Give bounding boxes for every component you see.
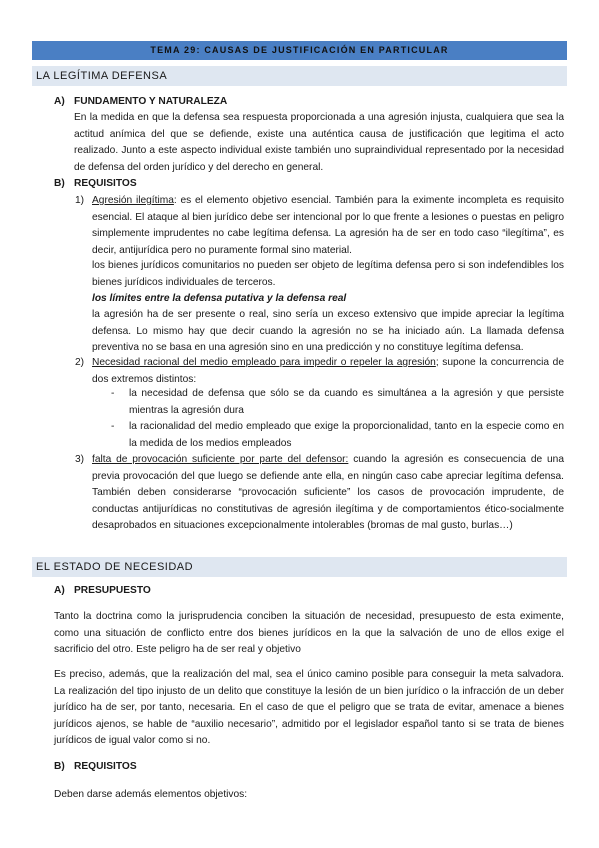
subheading-limites: los límites entre la defensa putativa y la defensa real xyxy=(92,293,347,304)
list-marker: B) xyxy=(54,761,65,772)
term-necesidad-racional: Necesidad racional del medio empleado para impedir o repeler la agresión xyxy=(92,357,436,368)
term-agresion-ilegitima: Agresión ilegítima xyxy=(92,195,174,206)
list-marker: 1) xyxy=(75,195,85,206)
subheading-requisitos-necesidad: REQUISITOS xyxy=(74,761,137,772)
paragraph-agresion xyxy=(92,193,564,259)
section-heading-estado-necesidad: EL ESTADO DE NECESIDAD xyxy=(32,557,567,577)
paragraph-bienes-comunitarios: los bienes jurídicos comunitarios no pueden ser objeto de legítima defensa pero si son indefendibles los bienes jurídicos individuales de terceros. xyxy=(92,260,564,288)
paragraph-presupuesto-2: Es preciso, además, que la realización del mal, sea el único camino posible para conseguir la meta salvadora. La realización del tipo injusto de un delito que constituye la lesión de un bien jurídico o la infracción de un deber jurídico ha de ser, por tanto, necesaria. En el caso de que el peligro que se trata de evitar, amenace a bienes jurídicos ajenos, se hable de “auxilio necesario”, admitido por el legislador español tanto si se trata de bienes jurídicos de igual valor como si no. xyxy=(54,669,564,746)
list-marker: 2) xyxy=(75,357,85,368)
paragraph-presupuesto-1: Tanto la doctrina como la jurisprudencia conciben la situación de necesidad, presupuesto de esta eximente, como una situación de conflicto entre dos bienes jurídicos en la que la salvación de uno de ellos exige el sacrificio del otro. Este peligro ha de ser real y objetivo xyxy=(54,611,564,655)
paragraph-limites: la agresión ha de ser presente o real, sino sería un exceso extensivo que impide apreciar la legítima defensa. Lo mismo hay que decir cuando la agresión no se ha iniciado aún. La llamada defensa preventiva no se basa en una agresión sino en una predicción y no constituye legítima defensa. xyxy=(92,309,564,353)
section-heading-legitima-defensa: LA LEGÍTIMA DEFENSA xyxy=(32,66,567,86)
paragraph-necesidad-racional xyxy=(92,355,564,388)
list-marker: B) xyxy=(54,178,65,189)
bullet-dash: - xyxy=(111,388,115,399)
paragraph-provocacion xyxy=(92,452,564,535)
list-item: la racionalidad del medio empleado que exige la proporcionalidad, tanto en la especie como en la medida de los medios empleados xyxy=(129,421,564,449)
list-marker: 3) xyxy=(75,454,85,465)
subheading-fundamento: FUNDAMENTO Y NATURALEZA xyxy=(74,96,228,107)
bullet-dash: - xyxy=(111,421,115,432)
page-title: TEMA 29: CAUSAS DE JUSTIFICACIÓN EN PARTICULAR xyxy=(32,41,567,60)
list-marker: A) xyxy=(54,96,65,107)
subheading-requisitos: REQUISITOS xyxy=(74,178,137,189)
paragraph-requisitos-necesidad: Deben darse además elementos objetivos: xyxy=(54,789,248,800)
text-necesidad-racional: ; supone la concurrencia de dos extremos distintos: xyxy=(92,357,564,385)
subheading-presupuesto: PRESUPUESTO xyxy=(74,585,151,596)
text-provocacion: cuando la agresión es consecuencia de una previa provocación del que luego se defiende ante ella, en ningún caso cabe apreciar legítima defensa. También deben considerarse “provocación suficiente” los casos de provocación imprudente, de conductas antijurídicas no constitutivas de agresión ilegítima y de comportamientos ético-socialmente desaprobados en situaciones excepcionalmente intolerables (bromas de mal gusto, burlas…) xyxy=(92,454,564,531)
paragraph-fundamento: En la medida en que la defensa sea respuesta proporcionada a una agresión injusta, cualquiera que sea la actitud anímica del que se defiende, existe una auténtica causa de justificación que legitima el acto realizado. Junto a este aspecto individual existe también uno supraindividual representado por la necesidad de defensa del orden jurídico y del derecho en general. xyxy=(74,112,564,173)
text-agresion: : es el elemento objetivo esencial. También para la eximente incompleta es requisito esencial. El ataque al bien jurídico debe ser intencional por lo que frente a lesiones o puestas en peligro simplemente imprudentes no cabe legítima defensa. La agresión ha de ser en todo caso “ilegítima”, es decir, antijurídica pero no puramente formal sino material. xyxy=(92,195,564,256)
list-marker: A) xyxy=(54,585,65,596)
term-falta-provocacion: falta de provocación suficiente por parte del defensor: xyxy=(92,454,349,465)
list-item: la necesidad de defensa que sólo se da cuando es simultánea a la agresión y que persiste mientras la agresión dura xyxy=(129,388,564,416)
